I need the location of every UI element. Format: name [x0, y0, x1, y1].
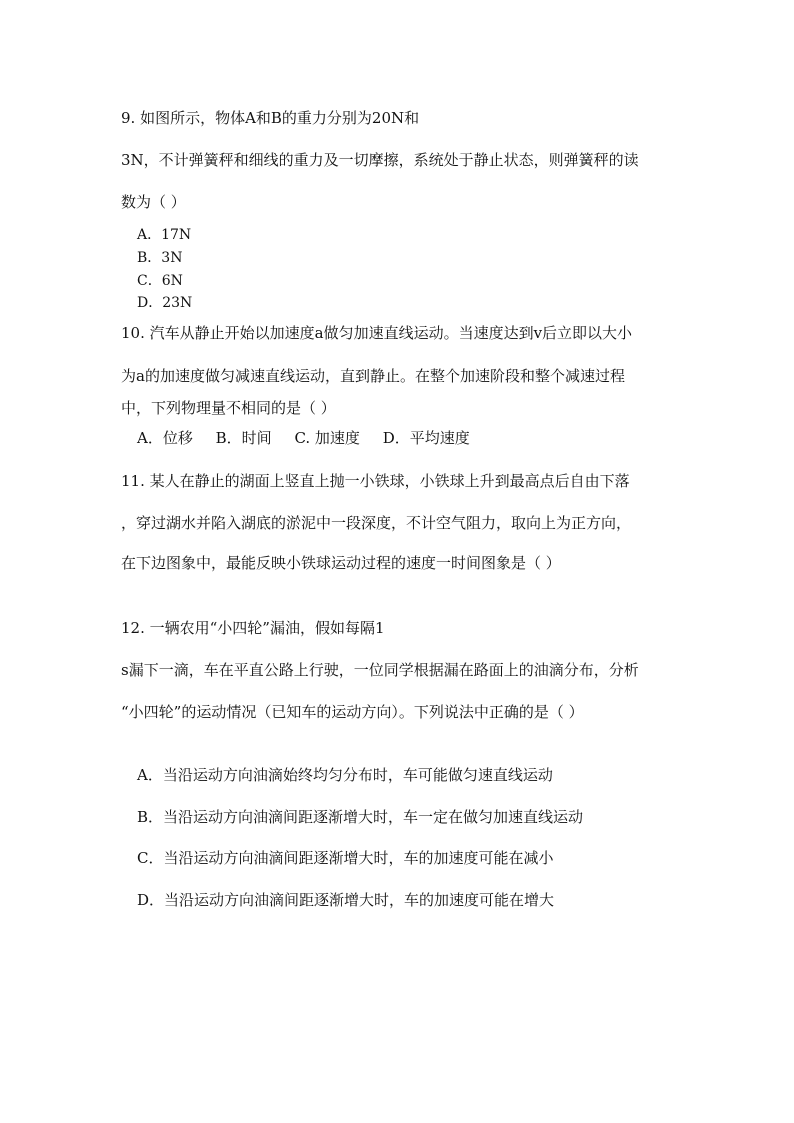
q12-stem-line-2: s漏下一滴，车在平直公路上行驶，一位同学根据漏在路面上的油滴分布，分析	[121, 661, 639, 679]
q11-stem-line-1: 11. 某人在静止的湖面上竖直上抛一小铁球，小铁球上升到最高点后自由下落	[121, 472, 630, 490]
q11-stem-line-2: ，穿过湖水并陷入湖底的淤泥中一段深度，不计空气阻力，取向上为正方向，	[121, 514, 632, 532]
q10-option-a: A．位移	[137, 429, 193, 447]
q9-stem-line-2: 3N，不计弹簧秤和细线的重力及一切摩擦，系统处于静止状态，则弹簧秤的读	[121, 151, 639, 169]
q10-options	[137, 428, 488, 448]
q12-stem-line-3: “小四轮”的运动情况（已知车的运动方向）。下列说法中正确的是（ ）	[121, 703, 584, 721]
q9-option-c: C．6N	[137, 273, 183, 289]
q9-option-d: D．23N	[137, 295, 193, 311]
q12-option-b: B．当沿运动方向油滴间距逐渐增大时，车一定在做匀加速直线运动	[137, 808, 584, 826]
q10-option-b: B．时间	[215, 429, 272, 447]
q12-option-a: A．当沿运动方向油滴始终均匀分布时，车可能做匀速直线运动	[137, 766, 553, 784]
q10-stem-line-2: 为a的加速度做匀减速直线运动，直到静止。在整个加速阶段和整个减速过程	[121, 367, 625, 385]
q10-stem-line-1: 10. 汽车从静止开始以加速度a做匀加速直线运动。当速度达到v后立即以大小	[121, 324, 633, 342]
q10-option-c: C. 加速度	[294, 429, 360, 447]
q11-stem-line-3: 在下边图象中，最能反映小铁球运动过程的速度一时间图象是（ ）	[121, 554, 561, 572]
q9-stem-line-1: 9. 如图所示，物体A和B的重力分别为20N和	[121, 109, 420, 127]
q10-option-d: D．平均速度	[382, 429, 470, 447]
q9-stem-line-3: 数为（ ）	[121, 193, 186, 211]
q9-option-b: B．3N	[137, 250, 183, 266]
q12-stem-line-1: 12. 一辆农用“小四轮”漏油，假如每隔1	[121, 619, 385, 637]
q12-option-d: D．当沿运动方向油滴间距逐渐增大时，车的加速度可能在增大	[137, 891, 555, 909]
q10-stem-line-3: 中，下列物理量不相同的是（ ）	[121, 399, 336, 417]
q9-option-a: A．17N	[137, 227, 192, 243]
q12-option-c: C．当沿运动方向油滴间距逐渐增大时，车的加速度可能在减小	[137, 849, 554, 867]
